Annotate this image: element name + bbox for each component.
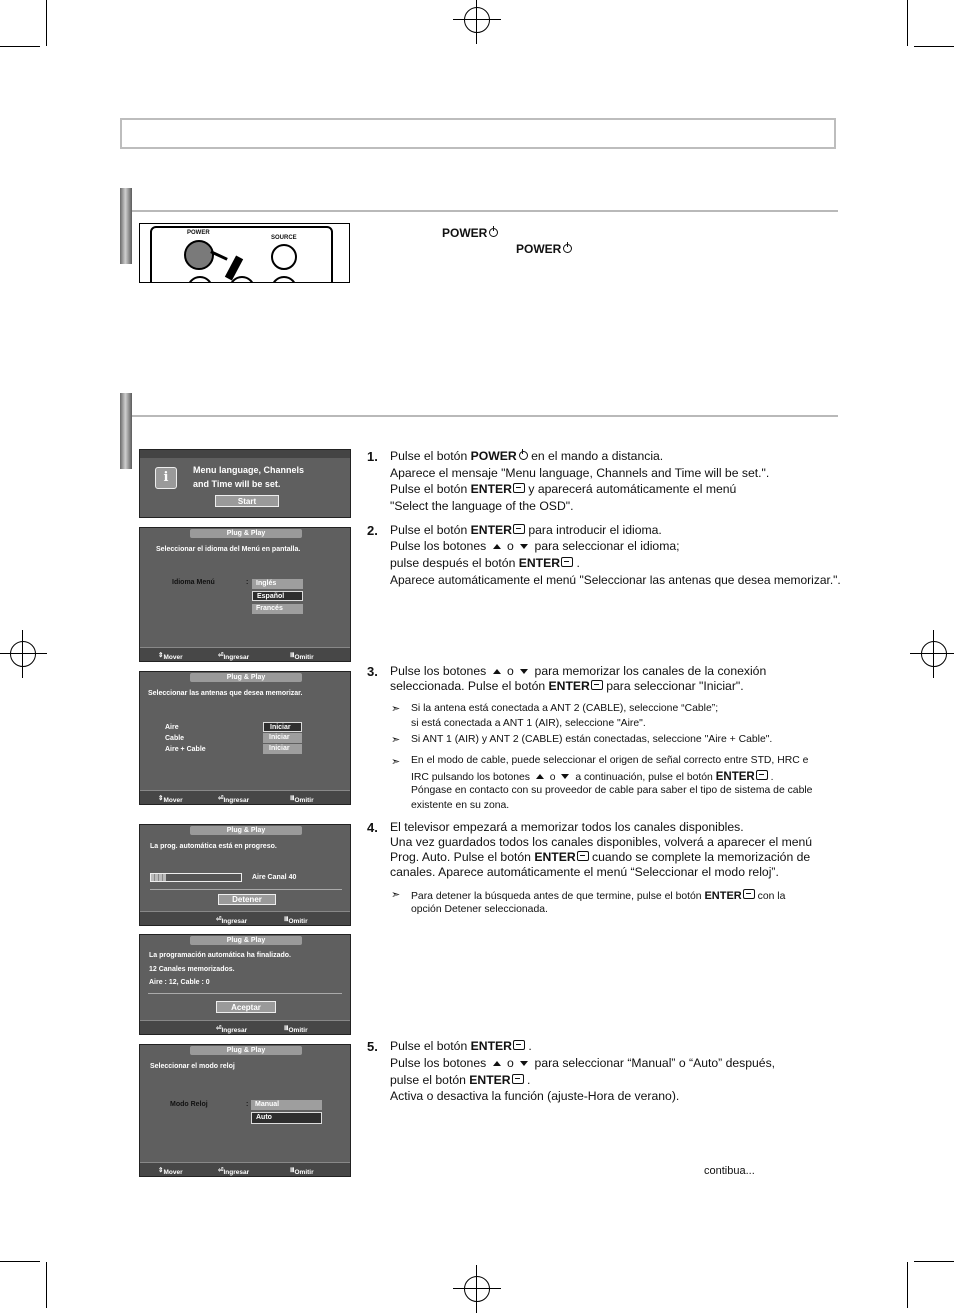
step-text: Pulse los botones o para memorizar los canales de la conexión xyxy=(390,664,767,678)
start-aire-cable-button[interactable]: Iniciar xyxy=(263,744,302,754)
power-label: POWER xyxy=(442,226,498,240)
enter-hint: ⏎ Ingresar xyxy=(218,652,250,661)
step-text: El televisor empezará a memorizar todos los canales disponibles. xyxy=(390,820,744,834)
note-text: Póngase en contacto con su proveedor de cable para saber el tipo de sistema de cable xyxy=(411,785,813,796)
colon: : xyxy=(246,1101,249,1108)
move-hint: ⇕ Mover xyxy=(158,795,183,804)
enter-icon xyxy=(743,889,755,899)
section-bar xyxy=(120,393,132,469)
skip-hint: Ⅲ Omitir xyxy=(290,652,314,661)
divider xyxy=(148,993,342,994)
down-arrow-icon xyxy=(561,774,569,779)
antenna-row-cable: Cable xyxy=(165,735,185,742)
osd-title: Plug & Play xyxy=(190,936,302,945)
up-arrow-icon xyxy=(493,669,501,674)
step-text: pulse el botón ENTER . xyxy=(390,1073,531,1087)
remote-source-label: SOURCE xyxy=(271,235,297,241)
power-icon xyxy=(489,228,498,237)
enter-icon xyxy=(513,1040,525,1050)
osd-title: Plug & Play xyxy=(190,673,302,682)
step-text: Una vez guardados todos los canales disponibles, volverá a aparecer el menú xyxy=(390,835,813,849)
osd-screen-antenna xyxy=(139,671,351,805)
colon: : xyxy=(246,579,249,586)
menu-language-label: Idioma Menú xyxy=(172,579,215,586)
osd-screen-language xyxy=(139,527,351,662)
section-bar xyxy=(120,188,132,264)
power-icon xyxy=(519,451,528,460)
osd-message-line: 12 Canales memorizados. xyxy=(149,966,235,973)
step-text: "Select the language of the OSD". xyxy=(390,499,574,513)
step-text: canales. Aparece automáticamente el menú “Seleccionar el modo reloj”. xyxy=(390,865,779,879)
enter-icon xyxy=(513,483,525,493)
crop-mark xyxy=(46,1262,47,1308)
step-text: pulse después el botón ENTER . xyxy=(390,556,580,570)
crop-mark xyxy=(907,0,908,46)
enter-icon xyxy=(513,524,525,534)
osd-message-line: La programación automática ha finalizado. xyxy=(149,952,291,959)
info-icon: i xyxy=(155,467,177,489)
step-number: 5. xyxy=(367,1039,378,1054)
remote-control-image xyxy=(139,223,350,283)
step-text: Aparece el mensaje "Menu language, Channels and Time will be set.". xyxy=(390,466,770,480)
osd-footer xyxy=(140,1020,350,1034)
skip-hint: Ⅲ Omitir xyxy=(284,916,308,925)
down-arrow-icon xyxy=(520,1061,528,1066)
power-icon xyxy=(563,244,572,253)
down-arrow-icon xyxy=(520,544,528,549)
enter-icon xyxy=(591,680,603,690)
step-text: Pulse el botón ENTER y aparecerá automáticamente el menú xyxy=(390,482,737,496)
osd-title: Plug & Play xyxy=(190,529,302,538)
progress-bar-fill xyxy=(151,874,166,881)
crop-mark xyxy=(914,1261,954,1262)
enter-icon xyxy=(577,851,589,861)
osd-prompt: Seleccionar las antenas que desea memorizar. xyxy=(148,690,303,697)
step-number: 2. xyxy=(367,523,378,538)
skip-hint: Ⅲ Omitir xyxy=(284,1025,308,1034)
option-ingles[interactable]: Inglés xyxy=(252,579,303,589)
step-number: 1. xyxy=(367,449,378,464)
enter-hint: ⏎ Ingresar xyxy=(216,916,248,925)
osd-prompt: Seleccionar el modo reloj xyxy=(150,1063,235,1070)
remote-source-button xyxy=(271,244,297,270)
up-arrow-icon xyxy=(493,1061,501,1066)
osd-screen-clock-mode xyxy=(139,1044,351,1177)
osd-prompt: Seleccionar el idioma del Menú en pantalla. xyxy=(156,546,301,553)
down-arrow-icon xyxy=(520,669,528,674)
note-arrow-icon: ➣ xyxy=(391,756,401,768)
note-text: Si la antena está conectada a ANT 2 (CABLE), seleccione “Cable”; xyxy=(411,703,719,714)
divider xyxy=(150,889,342,890)
crop-mark xyxy=(907,1262,908,1308)
section-divider xyxy=(132,210,838,212)
option-auto[interactable]: Auto xyxy=(251,1112,322,1124)
step-number: 3. xyxy=(367,664,378,679)
note-arrow-icon: ➣ xyxy=(391,889,401,901)
option-frances[interactable]: Francés xyxy=(252,604,303,614)
step-text: Prog. Auto. Pulse el botón ENTER cuando se complete la memorización de xyxy=(390,850,811,864)
enter-icon xyxy=(512,1074,524,1084)
stop-button[interactable]: Detener xyxy=(218,894,276,905)
osd-footer xyxy=(140,911,350,925)
accept-button[interactable]: Aceptar xyxy=(216,1001,276,1013)
crop-mark xyxy=(0,1261,40,1262)
note-text: existente en su zona. xyxy=(411,800,510,811)
registration-mark xyxy=(464,7,490,33)
move-hint: ⇕ Mover xyxy=(158,1167,183,1176)
channel-readout: Aire Canal 40 xyxy=(252,874,297,881)
osd-title: Plug & Play xyxy=(190,826,302,835)
note-text: si está conectada a ANT 1 (AIR), seleccione "Aire". xyxy=(411,718,646,729)
step-text: Aparece automáticamente el menú "Seleccionar las antenas que desea memorizar.". xyxy=(390,573,841,587)
osd-footer xyxy=(140,1162,350,1176)
move-hint: ⇕ Mover xyxy=(158,652,183,661)
registration-mark xyxy=(921,641,947,667)
note-text: opción Detener seleccionada. xyxy=(411,904,548,915)
remote-body xyxy=(150,226,333,283)
note-arrow-icon: ➣ xyxy=(391,734,401,746)
up-arrow-icon xyxy=(536,774,544,779)
note-arrow-icon: ➣ xyxy=(391,703,401,715)
crop-mark xyxy=(46,0,47,46)
osd-footer xyxy=(140,647,350,661)
step-text: Pulse los botones o para seleccionar “Manual” o “Auto” después, xyxy=(390,1056,776,1070)
start-cable-button[interactable]: Iniciar xyxy=(263,733,302,743)
start-button[interactable]: Start xyxy=(215,495,279,507)
enter-icon xyxy=(561,557,573,567)
remote-power-label: POWER xyxy=(187,230,210,236)
osd-screen-welcome xyxy=(139,449,351,518)
skip-hint: Ⅲ Omitir xyxy=(290,795,314,804)
registration-mark xyxy=(10,641,36,667)
enter-hint: ⏎ Ingresar xyxy=(218,1167,250,1176)
step-text: Activa o desactiva la función (ajuste-Hora de verano). xyxy=(390,1089,680,1103)
enter-hint: ⏎ Ingresar xyxy=(218,795,250,804)
antenna-row-aire-cable: Aire + Cable xyxy=(165,746,206,753)
progress-bar xyxy=(150,873,242,882)
osd-title: Plug & Play xyxy=(190,1046,302,1055)
clock-mode-label: Modo Reloj xyxy=(170,1101,208,1108)
start-aire-button[interactable]: Iniciar xyxy=(263,722,302,732)
section-divider xyxy=(132,415,838,417)
antenna-row-aire: Aire xyxy=(165,724,179,731)
osd-top-strip xyxy=(140,450,350,458)
enter-hint: ⏎ Ingresar xyxy=(216,1025,248,1034)
option-manual[interactable]: Manual xyxy=(251,1100,322,1110)
step-text: Pulse los botones o para seleccionar el idioma; xyxy=(390,539,680,553)
step-text: Pulse el botón ENTER . xyxy=(390,1039,532,1053)
step-text: Pulse el botón ENTER para introducir el idioma. xyxy=(390,523,662,537)
step-text: seleccionada. Pulse el botón ENTER para seleccionar "Iniciar". xyxy=(390,679,744,693)
osd-footer xyxy=(140,790,350,804)
crop-mark xyxy=(914,46,954,47)
osd-message-line: Aire : 12, Cable : 0 xyxy=(149,979,210,986)
osd-message-line: and Time will be set. xyxy=(193,479,281,489)
note-text: IRC pulsando los botones o a continuación, pulse el botón ENTER . xyxy=(411,771,774,783)
remote-power-button xyxy=(184,240,214,270)
step-text: Pulse el botón POWER en el mando a distancia. xyxy=(390,449,664,463)
osd-message-line: Menu language, Channels xyxy=(193,465,305,475)
skip-hint: Ⅲ Omitir xyxy=(290,1167,314,1176)
note-text: En el modo de cable, puede seleccionar el origen de señal correcto entre STD, HRC e xyxy=(411,755,809,766)
registration-mark xyxy=(464,1276,490,1302)
osd-prompt: La prog. automática está en progreso. xyxy=(150,843,277,850)
osd-screen-auto-program xyxy=(139,824,351,926)
continued-label: contibua... xyxy=(704,1165,755,1177)
option-espanol[interactable]: Español xyxy=(252,591,303,601)
enter-icon xyxy=(756,770,768,780)
up-arrow-icon xyxy=(493,544,501,549)
header-box xyxy=(120,118,836,149)
step-number: 4. xyxy=(367,820,378,835)
note-text: Si ANT 1 (AIR) y ANT 2 (CABLE) están conectadas, seleccione "Aire + Cable". xyxy=(411,734,773,745)
note-text: Para detener la búsqueda antes de que termine, pulse el botón ENTER con la xyxy=(411,890,786,902)
crop-mark xyxy=(0,46,40,47)
power-label: POWER xyxy=(516,242,572,256)
osd-screen-program-complete xyxy=(139,934,351,1035)
